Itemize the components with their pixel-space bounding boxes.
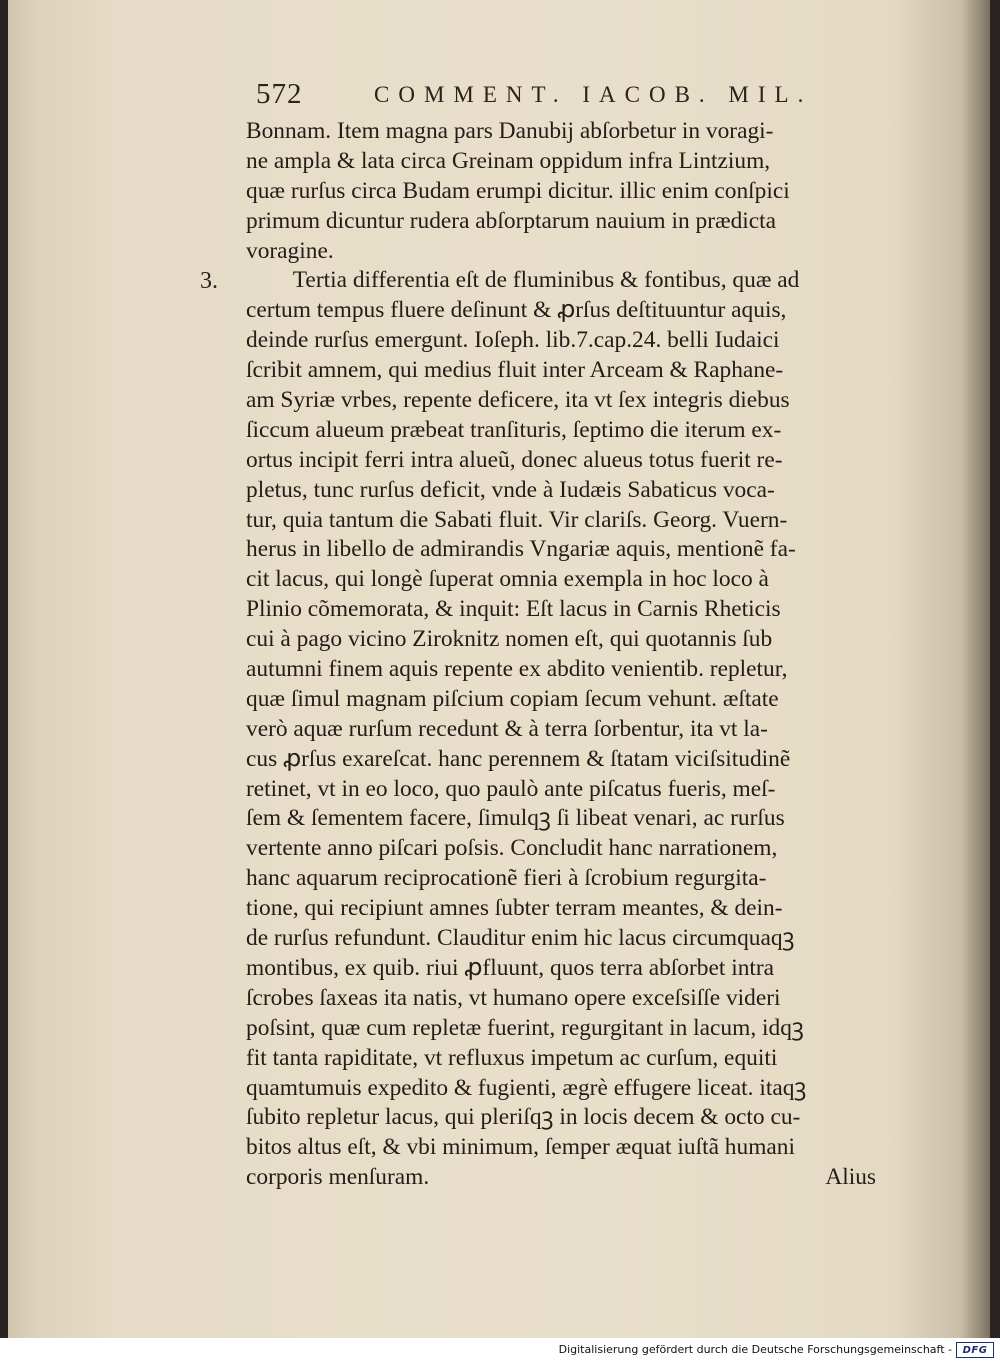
text-line: fit tanta rapiditate, vt refluxus impetum ac curſum, equiti — [246, 1044, 778, 1071]
text-line: quæ ſimul magnam piſcium copiam ſecum vehunt. æſtate — [246, 685, 779, 712]
text-line: vertente anno piſcari poſsis. Concludit hanc narrationem, — [246, 835, 778, 862]
text-line: de rurſus refundunt. Clauditur enim hic lacus circumquaqꝫ — [246, 925, 795, 952]
text-line: cus ꝓrſus exareſcat. hanc perennem & ſtatam viciſsitudinẽ — [246, 745, 791, 772]
text-line: Plinio cõmemorata, & inquit: Eſt lacus in Carnis Rheticis — [246, 596, 781, 623]
text-line: voragine. — [246, 237, 334, 264]
text-line: herus in libello de admirandis Vngariæ aquis, mentionẽ fa- — [246, 536, 796, 563]
text-line: cit lacus, qui longè ſuperat omnia exempla in hoc loco à — [246, 566, 769, 593]
text-line: Tertia differentia eſt de fluminibus & fontibus, quæ ad — [246, 267, 800, 294]
text-line: bitos altus eſt, & vbi minimum, ſemper æquat iuſtã humani — [246, 1134, 795, 1161]
text-line: primum dicuntur rudera abſorptarum nauium in prædicta — [246, 207, 777, 234]
text-line: quamtumuis expedito & fugienti, ægrè effugere liceat. itaqꝫ — [246, 1074, 807, 1101]
dfg-logo — [956, 1342, 994, 1358]
text-line: certum tempus fluere deſinunt & ꝓrſus deſtituuntur aquis, — [246, 297, 787, 324]
text-line: quæ rurſus circa Budam erumpi dicitur. illic enim conſpici — [246, 177, 790, 204]
text-line: deinde rurſus emergunt. Ioſeph. lib.7.cap.24. belli Iudaici — [246, 327, 780, 354]
text-line: ſem & ſementem facere, ſimulqꝫ ſi libeat venari, ac rurſus — [246, 805, 785, 832]
text-line: poſsint, quæ cum repletæ fuerint, regurgitant in lacum, idqꝫ — [246, 1014, 804, 1041]
body-text — [246, 117, 896, 1193]
text-line: ortus incipit ferri intra alueũ, donec alueus totus fuerit re- — [246, 446, 783, 473]
text-line: ſiccum alueum præbeat tranſituris, ſeptimo die iterum ex- — [246, 416, 782, 443]
running-head — [256, 78, 896, 114]
text-line: tione, qui recipiunt amnes ſubter terram meantes, & dein- — [246, 895, 783, 922]
catchword: Alius — [825, 1164, 876, 1191]
text-line: montibus, ex quib. riui ꝓfluunt, quos terra abſorbet intra — [246, 954, 775, 981]
text-line: hanc aquarum reciprocationẽ fieri à ſcrobium regurgita- — [246, 865, 767, 892]
page-number: 572 — [256, 78, 303, 110]
text-line: retinet, vt in eo loco, quo paulò ante piſcatus fueris, meſ- — [246, 775, 776, 802]
text-line: am Syriæ vrbes, repente deficere, ita vt ſex integris diebus — [246, 387, 790, 414]
text-line: Bonnam. Item magna pars Danubij abſorbetur in voragi- — [246, 118, 774, 144]
text-line: corporis menſuram. — [246, 1164, 430, 1191]
text-line: tur, quia tantum die Sabati fluit. Vir clariſs. Georg. Vuern- — [246, 506, 788, 533]
text-line: ne ampla & lata circa Greinam oppidum infra Lintzium, — [246, 147, 771, 174]
margin-note: 3. — [200, 268, 218, 294]
text-line: pletus, tunc rurſus deficit, vnde à Iudæis Sabaticus voca- — [246, 476, 775, 503]
digitization-credit: Digitalisierung gefördert durch die Deutsche Forschungsgemeinschaft - — [558, 1343, 952, 1356]
running-title: COMMENT. IACOB. MIL. — [374, 82, 813, 107]
text-line: ſcrobes ſaxeas ita natis, vt humano opere exceſsiſſe videri — [246, 984, 781, 1011]
text-line: ſcribit amnem, qui medius fluit inter Arceam & Raphane- — [246, 357, 784, 384]
footer-bar — [0, 1338, 1000, 1362]
dfg-logo-text: DFG — [962, 1344, 988, 1356]
text-line: verò aquæ rurſum recedunt & à terra ſorbentur, ita vt la- — [246, 715, 768, 742]
text-line: autumni finem aquis repente ex abdito venientib. repletur, — [246, 656, 788, 683]
text-line: ſubito repletur lacus, qui pleriſqꝫ in locis decem & octo cu- — [246, 1104, 801, 1131]
text-line: cui à pago vicino Ziroknitz nomen eſt, qui quotannis ſub — [246, 626, 773, 653]
